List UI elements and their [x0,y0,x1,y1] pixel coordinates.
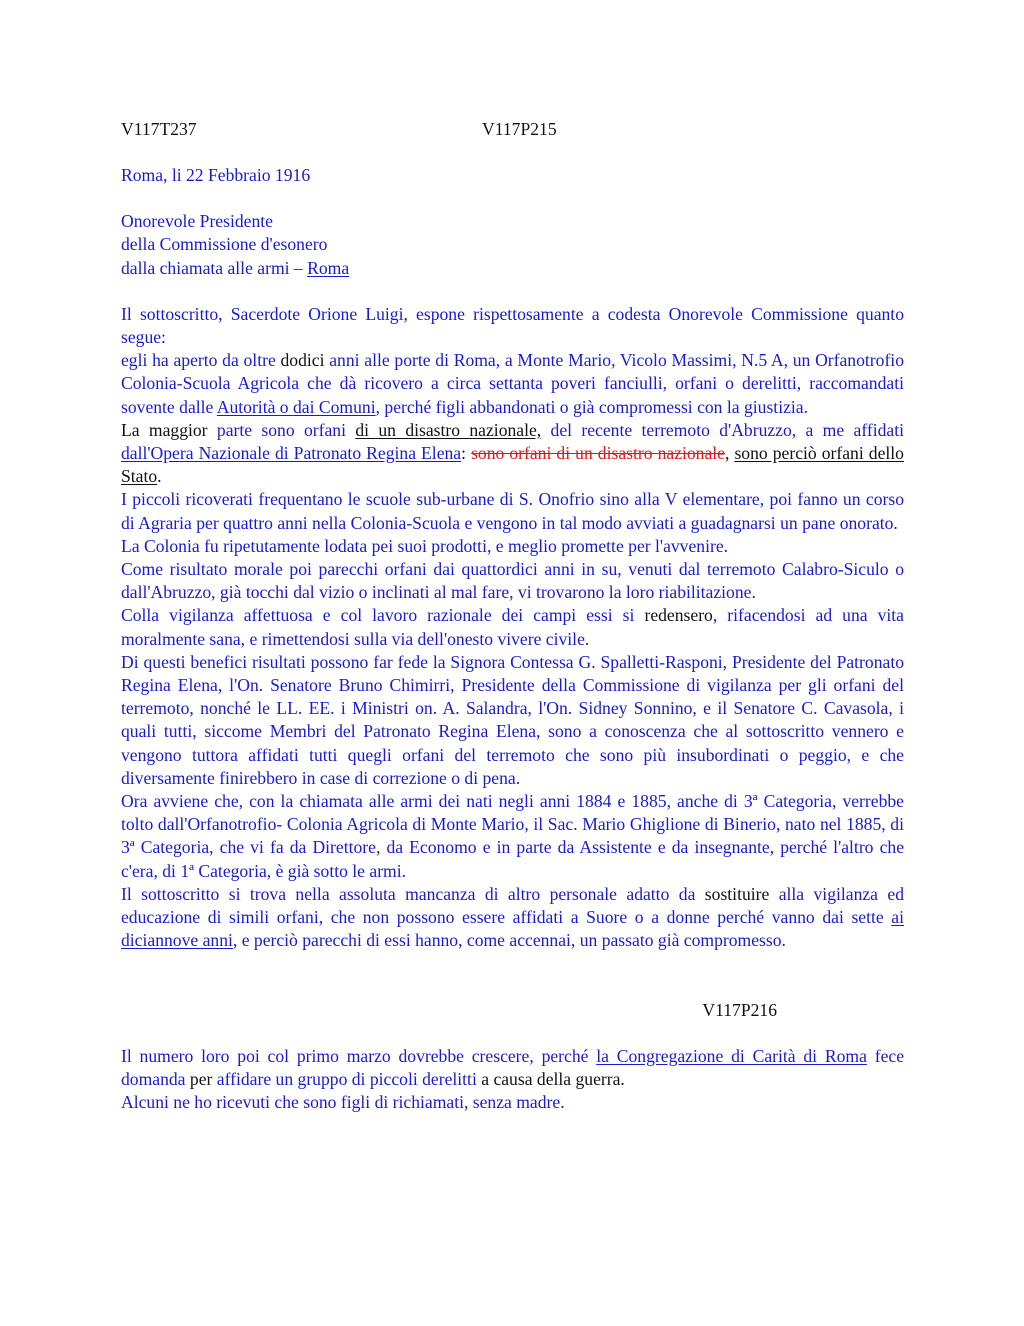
letter-body [121,303,904,953]
page-code-second: V117P216 [702,999,777,1020]
text-span: alla vigilanza ed educazione di simili orfani, che non possono essere affidati a Suore o a donne perché vanno dai sette [121,883,905,928]
text-span: Il numero loro poi col primo marzo dovrebbe crescere, perché [121,1045,597,1066]
text-span: , rifacendosi ad una vita moralmente sana, e rimettendosi sulla via dell'onesto vivere civile. [121,605,904,649]
addressee-block [121,210,904,280]
text-span-underlined: la Congregazione di Carità di Roma [596,1045,867,1066]
paragraph-orphans-origin [121,419,904,489]
paragraph-conscription: Ora avviene che, con la chiamata alle armi dei nati negli anni 1884 e 1885, anche di 3ª Categoria, verrebbe tolto dall'Orfanotrofio- Colonia Agricola di Monte Mario, il Sac. Mario Ghiglione di Binerio, nato nel 1885, di 3ª Categoria, che vi fa da Direttore, da Economo e in parte da Assistente e da insegnante, perché l'altro che c'era, di 1ª Categoria, è già sotto le armi. [121,791,904,881]
paragraph-schooling: I piccoli ricoverati frequentano le scuole sub-urbane di S. Onofrio sino alla V elementare, poi fanno un corso di Agraria per quattro anni nella Colonia-Scuola e vengono in tal modo avviati a guadagnarsi un pane onorato. [121,489,904,533]
paragraph-children-of-recalled: Alcuni ne ho ricevuti che sono figli di richiamati, senza madre. [121,1092,565,1113]
paragraph-staff-shortage [121,883,904,953]
paragraph-witnesses: Di questi benefici risultati possono far fede la Signora Contessa G. Spalletti-Rasponi, Presidente del Patronato Regina Elena, l'On. Senatore Bruno Chimirri, Presidente della Commissione di vigilanza per gli orfani del terremoto, nonché le LL. EE. i Ministri on. A. Salandra, l'On. Sidney Sonnino, e il Senatore C. Cavasola, i quali tutti, siccome Membri del Patronato Regina Elena, sono a conoscenza che al sottoscritto vennero e vengono tuttora affidati tutti quegli orfani del terremoto che sono più insubordinati o peggio, e che diversamente finirebbero in case di correzione o di pena. [121,651,904,788]
text-span: , e perciò parecchi di essi hanno, come accennai, un passato già compromesso. [232,930,786,951]
letter-body-continued [121,1045,904,1115]
paragraph-colony: La Colonia fu ripetutamente lodata pei suoi prodotti, e meglio promette per l'avvenire. [121,535,729,556]
text-span-black: redensero [644,605,713,626]
text-span-black: . [157,466,162,487]
paragraph-orphanage [121,349,904,419]
text-span-black: sostituire [704,883,770,904]
text-span-black: per [189,1068,213,1089]
addressee-line-2: della Commissione d'esonero [121,234,328,255]
text-span: , perché figli abbandonati o già compromessi con la giustizia. [375,396,808,417]
text-span-black-underlined: sono perciò orfani dello Stato [121,443,904,487]
document-page [121,118,904,1114]
text-span-black: : [461,443,472,464]
text-span-black-underlined: di un disastro nazionale, [355,419,542,440]
paragraph-moral-result: Come risultato morale poi parecchi orfani dai quattordici anni in su, venuti dal terremoto Calabro-Siculo o dall'Abruzzo, già tocchi dal vizio o inclinati al mal fare, vi trovarono la loro riabilitazione. [121,559,904,603]
text-span: fece domanda [121,1045,905,1089]
text-span-struck: sono orfani di un disastro nazionale [471,443,725,464]
addressee-line-1: Onorevole Presidente [121,211,273,232]
text-span: Il sottoscritto si trova nella assoluta mancanza di altro personale adatto da [121,883,705,904]
paragraph-intro: Il sottoscritto, Sacerdote Orione Luigi, espone rispettosamente a codesta Onorevole Commissione quanto segue: [121,303,904,348]
addressee-line-3-prefix: dalla chiamata alle armi – [121,257,308,278]
text-span-black: La maggior [121,419,217,440]
page-code-right: V117P215 [482,119,557,139]
text-span-underlined: Autorità o dai Comuni [216,396,376,417]
paragraph-march-increase [121,1045,904,1091]
addressee-city: Roma [307,257,350,278]
text-span-black: a causa della guerra. [481,1068,625,1089]
document-header [121,118,904,141]
text-span-underlined: dall'Opera Nazionale di Patronato Regina Elena [121,443,462,464]
text-span: egli ha aperto da oltre [121,350,281,371]
text-span: parte sono orfani [216,419,356,440]
text-span-black: , [724,443,735,464]
letter-date: Roma, li 22 Febbraio 1916 [121,165,311,185]
text-span: affidare un gruppo di piccoli derelitti [212,1068,482,1089]
text-span: anni alle porte di Roma, a Monte Mario, Vicolo Massimi, N.5 A, un Orfanotrofio Colonia-Scuola Agricola che dà ricovero a circa settanta poveri fanciulli, orfani o derelitti, raccomandati sovente dalle [121,350,904,417]
paragraph-vigilance [121,604,904,650]
text-span: del recente terremoto d'Abruzzo, a me affidati [541,419,905,440]
document-code-left: V117T237 [121,119,197,139]
addressee-line-3 [121,257,904,280]
text-span: Colla vigilanza affettuosa e col lavoro razionale dei campi essi si [121,605,645,626]
text-span-black: dodici [280,350,325,371]
text-span-underlined: ai diciannove anni [121,907,904,951]
